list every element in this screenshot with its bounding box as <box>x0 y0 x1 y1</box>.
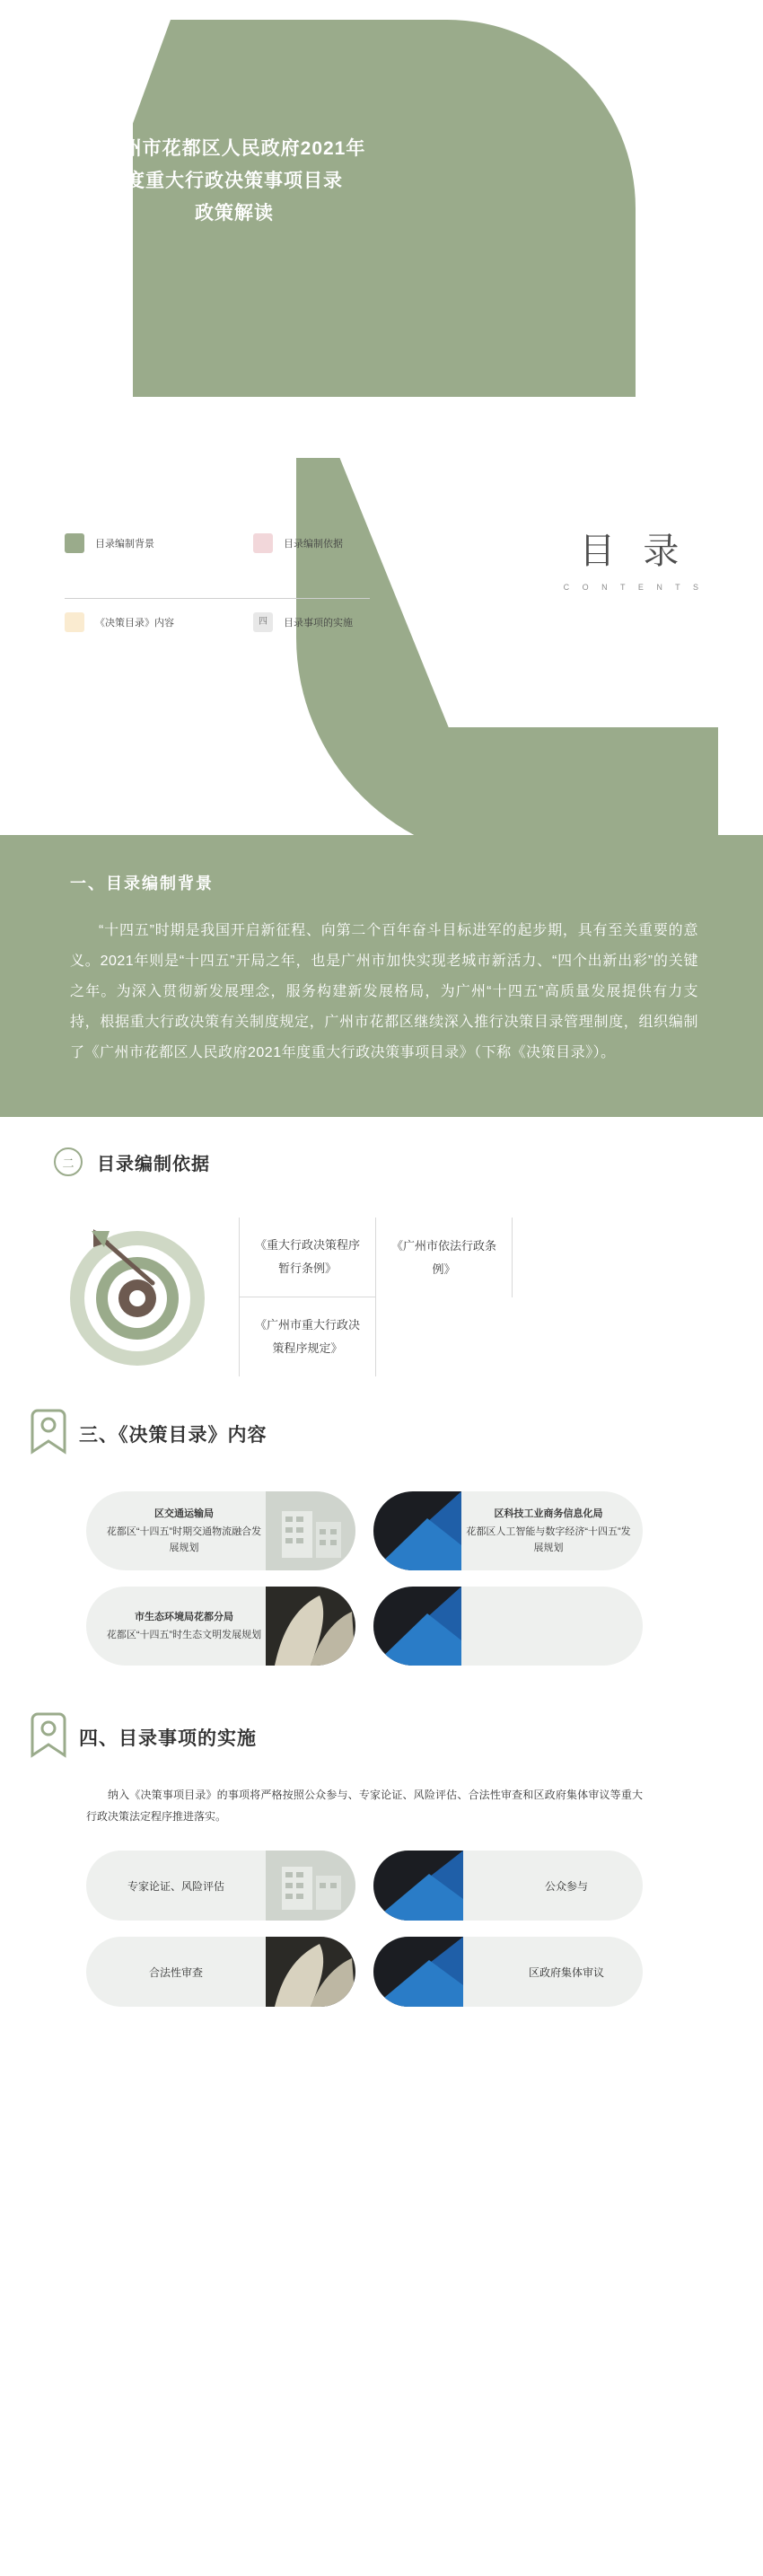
toc-row <box>65 602 442 643</box>
bookmark-icon <box>31 1409 66 1459</box>
toc-item-label: 目录事项的实施 <box>284 618 353 629</box>
bookmark-icon <box>31 1712 66 1763</box>
card-thumbnail-building <box>266 1851 355 1921</box>
catalog-card-desc: 花都区“十四五”时生态文明发展规划 <box>106 1630 262 1640</box>
hero-banner <box>0 0 763 458</box>
table-row <box>240 1297 513 1376</box>
toc-row <box>65 523 442 564</box>
section-implementation <box>0 1682 763 2077</box>
implementation-card-label: 公众参与 <box>544 1879 588 1893</box>
section-catalog-content <box>0 1385 763 1666</box>
implementation-card-1[interactable] <box>86 1851 355 1921</box>
section2-content <box>0 1218 763 1376</box>
toc-item-3[interactable] <box>65 612 253 632</box>
table-row <box>240 1218 513 1297</box>
basis-table <box>239 1218 513 1376</box>
implementation-card-label: 合法性审查 <box>148 1965 203 1979</box>
catalog-card-desc: 花都区人工智能与数字经济“十四五”发展规划 <box>466 1526 631 1553</box>
table-cell-2-2 <box>376 1297 513 1376</box>
toc-item-label: 目录编制依据 <box>284 539 343 549</box>
catalog-card-dept: 区科技工业商务信息化局 <box>494 1508 603 1519</box>
implementation-card-2[interactable] <box>373 1851 643 1921</box>
card-thumbnail-building <box>266 1491 355 1570</box>
card-thumbnail-blue <box>373 1937 463 2007</box>
catalog-card-text <box>86 1609 266 1643</box>
catalog-card-text <box>463 1625 643 1627</box>
target-illustration <box>50 1218 230 1376</box>
toc-item-4[interactable] <box>253 612 442 632</box>
section1-body: “十四五”时期是我国开启新征程、向第二个百年奋斗目标进军的起步期，具有至关重要的意义。2021年则是“十四五”开局之年，也是广州市加快实现老城市新活力、“四个出新出彩”的关键之年。为深入贯彻新发展理念，服务构建新发展格局，为广州“十四五”高质量发展提供有力支持，根据重大行政决策有关制度规定，广州市花都区继续深入推行决策目录管理制度，组织编制了《广州市花都区人民政府2021年度重大行政决策事项目录》（下称《决策目录》）。 <box>70 923 698 1060</box>
section3-title: 三、《决策目录》内容 <box>79 1425 267 1446</box>
page-title-line-3: 政策解读 <box>195 203 274 224</box>
card-thumbnail-blue <box>373 1491 461 1570</box>
card-row <box>86 1587 763 1666</box>
table-cell-1-2: 《广州市依法行政条例》 <box>376 1218 513 1297</box>
table-of-contents <box>0 458 763 835</box>
section-basis <box>0 1117 763 1385</box>
toc-marker-icon <box>65 533 84 553</box>
page-title <box>32 133 436 230</box>
section2-title: 目录编制依据 <box>97 1154 210 1174</box>
table-cell-1-1: 《重大行政决策程序暂行条例》 <box>240 1218 376 1297</box>
toc-marker-icon: 四 <box>253 612 273 632</box>
catalog-card-3[interactable] <box>86 1587 355 1666</box>
catalog-card-text <box>463 1506 643 1556</box>
section2-header <box>54 1147 763 1176</box>
card-thumbnail-texture <box>266 1937 355 2007</box>
section4-title: 四、目录事项的实施 <box>79 1728 257 1749</box>
catalog-card-dept: 区交通运输局 <box>154 1508 214 1519</box>
toc-grid <box>65 523 442 643</box>
toc-item-label: 《决策目录》内容 <box>95 618 174 629</box>
implementation-card-label: 区政府集体审议 <box>528 1965 604 1979</box>
arrow-icon <box>90 1227 172 1301</box>
page-title-line-2: 度重大行政决策事项目录 <box>126 171 343 191</box>
toc-divider <box>65 598 370 599</box>
toc-heading-cn: 目 录 <box>579 532 688 571</box>
section4-cards <box>0 1851 763 2007</box>
section3-header <box>31 1409 763 1459</box>
catalog-card-desc: 花都区“十四五”时期交通物流融合发展规划 <box>106 1526 262 1553</box>
implementation-card-3[interactable] <box>86 1937 355 2007</box>
catalog-card-1[interactable] <box>86 1491 355 1570</box>
section4-note: 纳入《决策事项目录》的事项将严格按照公众参与、专家论证、风险评估、合法性审查和区政府集体审议等重大行政决策法定程序推进落实。 <box>86 1789 643 1823</box>
implementation-card-4[interactable] <box>373 1937 643 2007</box>
card-thumbnail-blue <box>373 1587 461 1666</box>
card-row <box>86 1851 763 1921</box>
toc-item-2[interactable] <box>253 533 442 553</box>
card-row <box>86 1491 763 1570</box>
toc-heading-en: C O N T E N T S <box>563 583 704 592</box>
catalog-card-dept: 市生态环境局花都分局 <box>135 1612 233 1622</box>
card-thumbnail-texture <box>266 1587 355 1666</box>
card-row <box>86 1937 763 2007</box>
toc-marker-icon <box>65 612 84 632</box>
page-title-line-1: 广州市花都区人民政府2021年 <box>102 138 366 159</box>
toc-item-label: 目录编制背景 <box>95 539 154 549</box>
catalog-card-2[interactable] <box>373 1491 643 1570</box>
implementation-card-label: 专家论证、风险评估 <box>127 1879 224 1893</box>
catalog-card-4[interactable] <box>373 1587 643 1666</box>
card-thumbnail-blue <box>373 1851 463 1921</box>
table-cell-2-1: 《广州市重大行政决策程序规定》 <box>240 1297 376 1376</box>
toc-item-1[interactable] <box>65 533 253 553</box>
toc-marker-icon <box>253 533 273 553</box>
section1-title: 一、目录编制背景 <box>70 875 214 892</box>
toc-heading <box>564 523 704 592</box>
section3-cards <box>0 1491 763 1666</box>
section4-header <box>31 1712 763 1763</box>
section2-badge: 二 <box>54 1147 83 1176</box>
section-background <box>0 835 763 1117</box>
catalog-card-text <box>86 1506 266 1556</box>
